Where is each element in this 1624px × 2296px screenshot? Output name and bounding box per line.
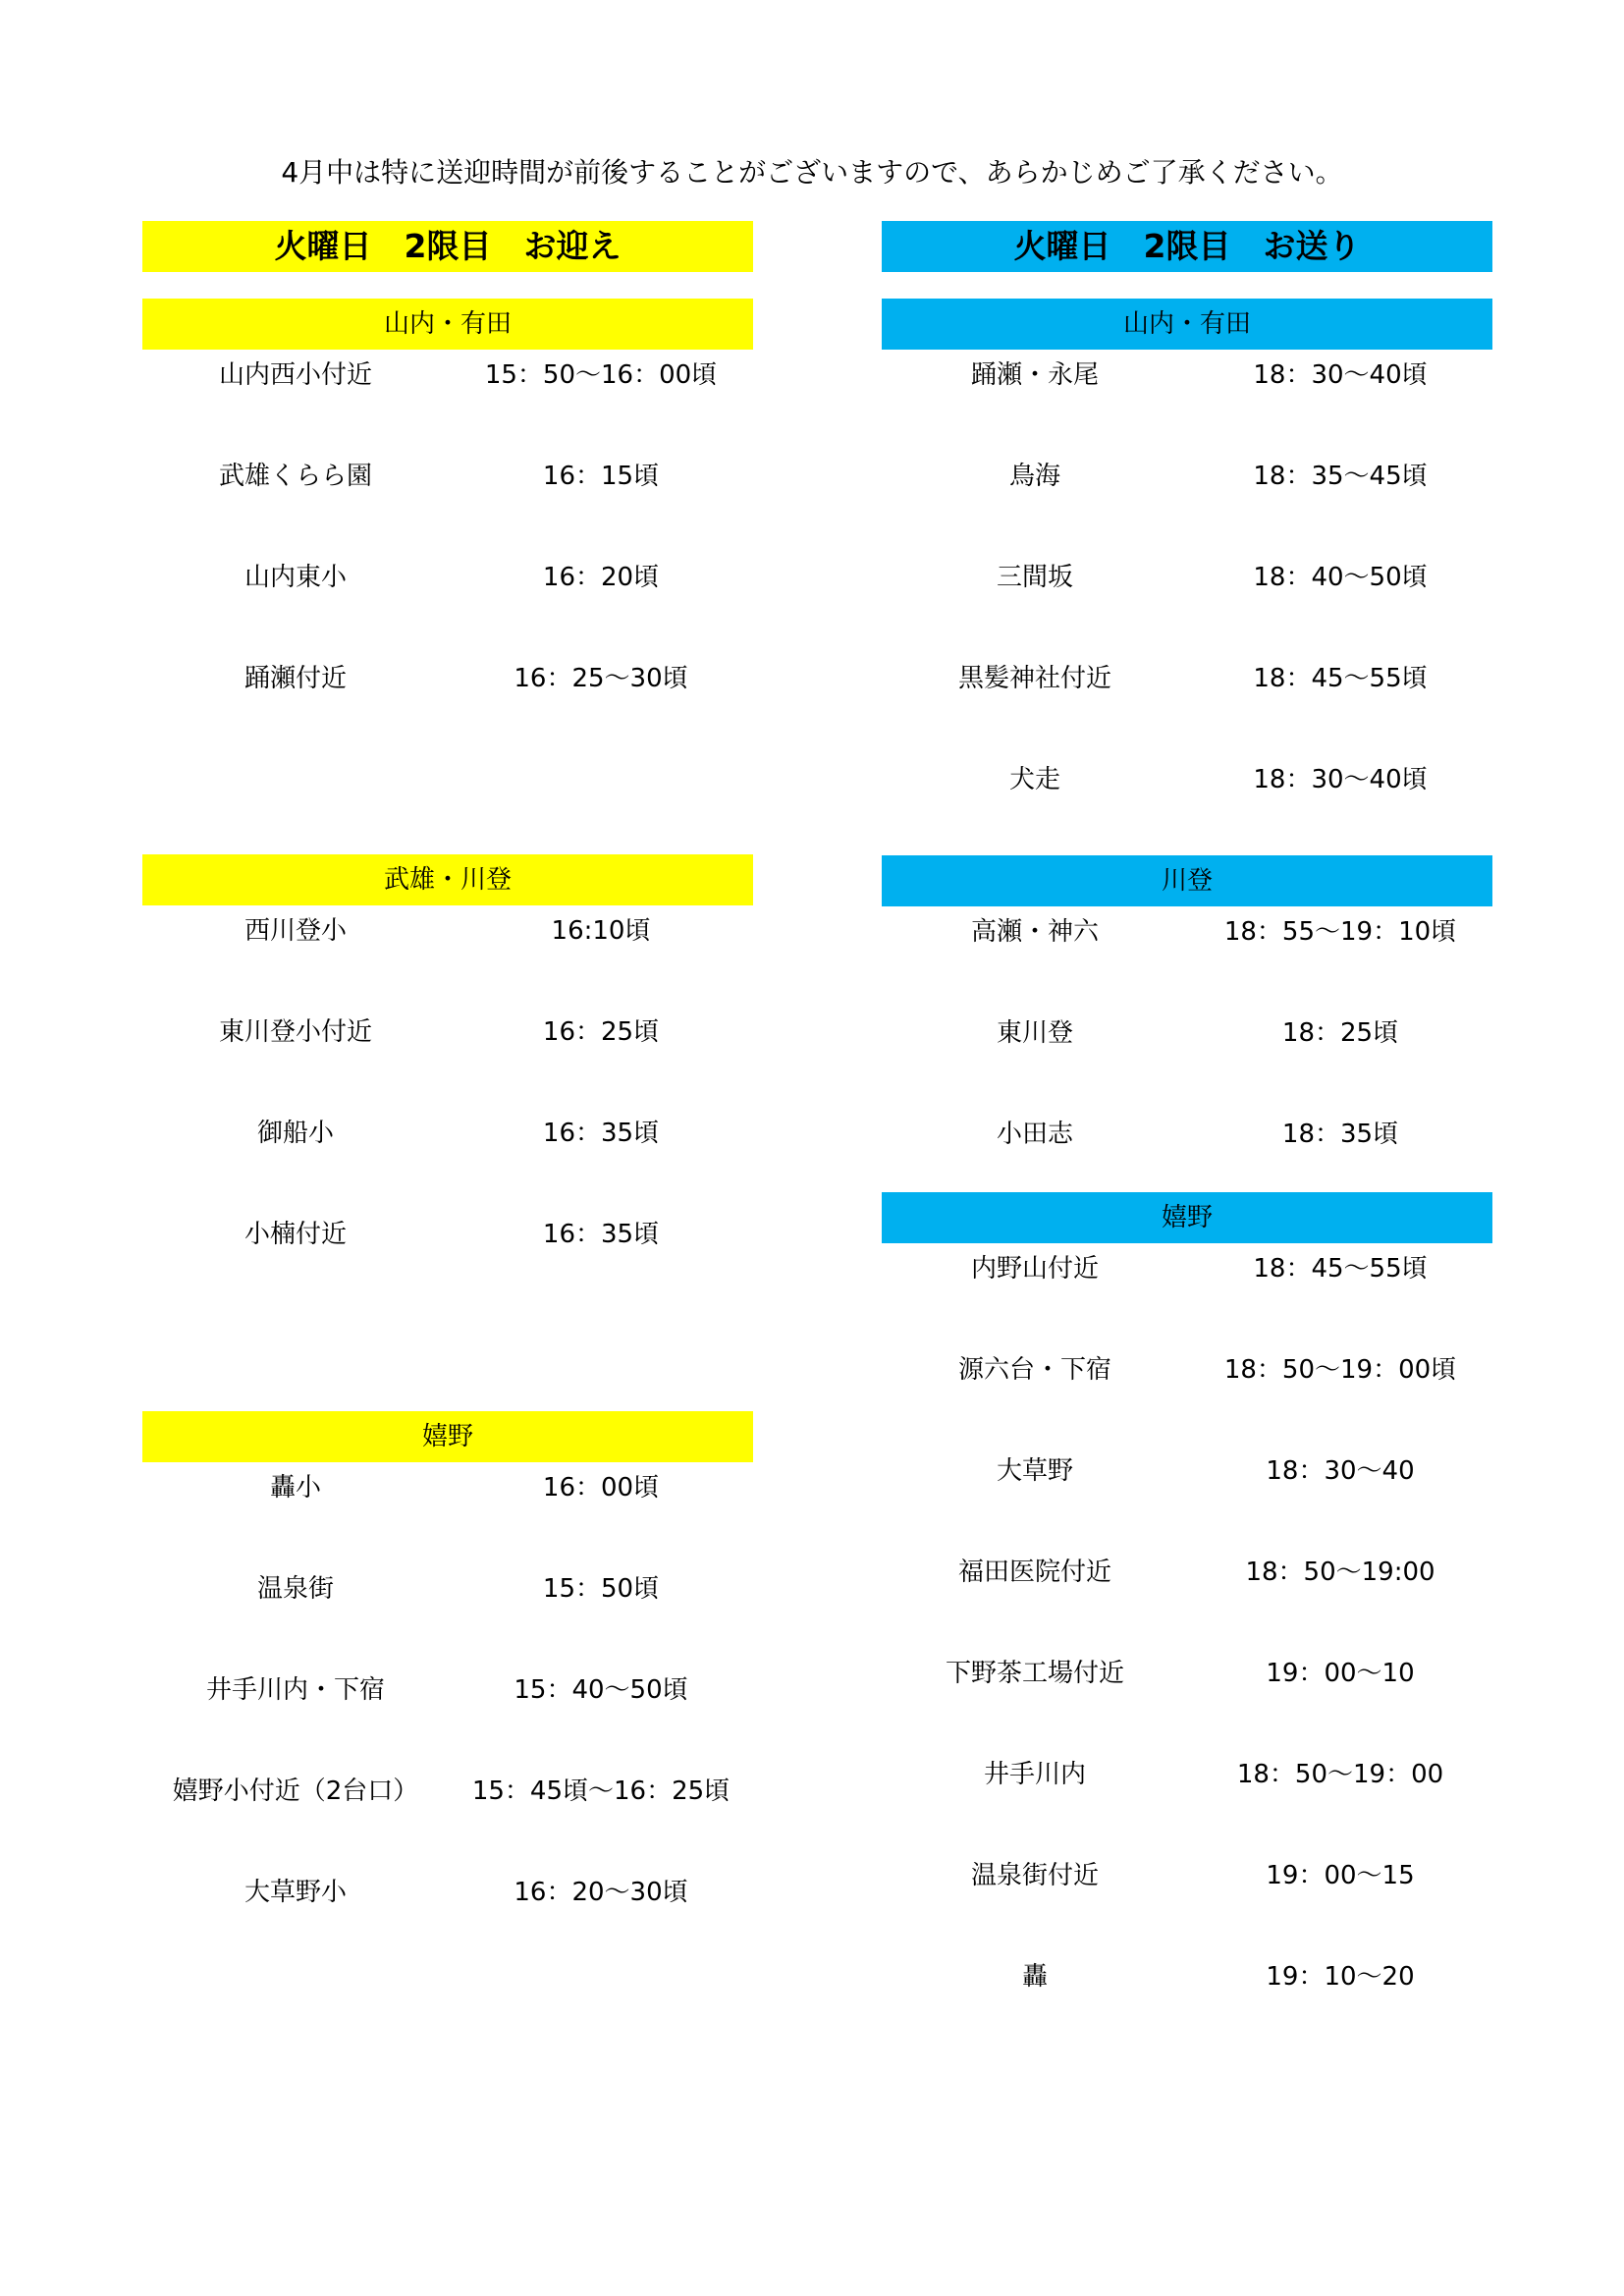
table-row — [882, 350, 1492, 451]
table-row — [142, 552, 753, 653]
place-name: 踊瀬・永尾 — [970, 360, 1099, 390]
place-name: 内野山付近 — [970, 1254, 1099, 1284]
table-row — [882, 1547, 1492, 1648]
place-name: 東川登 — [996, 1018, 1073, 1048]
place-name: 福田医院付近 — [957, 1558, 1111, 1587]
table-row — [882, 1008, 1492, 1109]
time-value: 16：20頃 — [542, 563, 660, 592]
notice-text: 4月中は特に送迎時間が前後することがございますので、あらかじめご了承ください。 — [281, 156, 1343, 189]
table-row — [142, 1462, 753, 1563]
time-value: 18：25頃 — [1281, 1018, 1399, 1048]
place-name: 嬉野小付近（2台口） — [172, 1777, 419, 1806]
table-row — [882, 906, 1492, 1008]
time-value: 18：45～55頃 — [1253, 1254, 1428, 1284]
table-row — [142, 905, 753, 1007]
place-name: 黒髪神社付近 — [957, 664, 1111, 693]
table-row — [142, 1209, 753, 1310]
place-name: 御船小 — [256, 1119, 334, 1148]
place-name: 高瀬・神六 — [970, 917, 1099, 947]
place-name: 鳥海 — [1008, 462, 1060, 491]
time-value: 18：50～19:00 — [1245, 1558, 1435, 1587]
table-row — [882, 653, 1492, 754]
time-value: 18：55～19：10頃 — [1223, 917, 1457, 947]
place-name: 小田志 — [996, 1120, 1073, 1149]
dropoff-section-header: 山内・有田 — [882, 299, 1492, 350]
dropoff-title: 火曜日 2限目 お送り — [882, 221, 1492, 272]
pickup-title: 火曜日 2限目 お迎え — [142, 221, 753, 272]
time-value: 16：25頃 — [542, 1017, 660, 1047]
dropoff-column — [882, 221, 1492, 2052]
time-value: 18：40～50頃 — [1253, 563, 1428, 592]
table-row — [882, 1749, 1492, 1850]
time-value: 18：30～40 — [1266, 1456, 1415, 1486]
time-value: 19：10～20 — [1266, 1962, 1415, 1992]
place-name: 大草野小 — [244, 1878, 347, 1907]
pickup-section-header: 嬉野 — [142, 1411, 753, 1462]
time-value: 18：50～19：00 — [1236, 1760, 1444, 1789]
place-name: 小楠付近 — [244, 1220, 347, 1249]
place-name: 大草野 — [996, 1456, 1073, 1486]
time-value: 16：25～30頃 — [514, 664, 688, 693]
table-row — [142, 451, 753, 552]
time-value: 19：00～10 — [1266, 1659, 1415, 1688]
place-name: 三間坂 — [996, 563, 1073, 592]
time-value: 18：35～45頃 — [1253, 462, 1428, 491]
time-value: 18：45～55頃 — [1253, 664, 1428, 693]
place-name: 武雄くらら園 — [218, 462, 372, 491]
place-name: 山内東小 — [244, 563, 347, 592]
place-name: 轟 — [1021, 1962, 1048, 1992]
place-name: 源六台・下宿 — [957, 1355, 1111, 1385]
time-value: 16：35頃 — [542, 1119, 660, 1148]
time-value: 16:10頃 — [551, 916, 651, 946]
place-name: 井手川内・下宿 — [205, 1675, 385, 1705]
table-row — [882, 1951, 1492, 2052]
table-row — [142, 1766, 753, 1867]
time-value: 19：00～15 — [1266, 1861, 1415, 1890]
table-row — [882, 1648, 1492, 1749]
time-value: 18：35頃 — [1281, 1120, 1399, 1149]
place-name: 温泉街 — [256, 1574, 334, 1604]
place-name: 轟小 — [269, 1473, 321, 1503]
time-value: 18：30～40頃 — [1253, 360, 1428, 390]
place-name: 井手川内 — [983, 1760, 1086, 1789]
time-value: 15：50～16：00頃 — [484, 360, 718, 390]
table-row — [882, 754, 1492, 855]
table-row — [142, 350, 753, 451]
pickup-section-header: 山内・有田 — [142, 299, 753, 350]
pickup-column — [142, 221, 753, 1968]
table-row — [142, 1007, 753, 1108]
time-value: 16：00頃 — [542, 1473, 660, 1503]
table-row — [882, 1243, 1492, 1344]
table-row — [142, 1108, 753, 1209]
place-name: 犬走 — [1008, 765, 1060, 794]
time-value: 15：50頃 — [542, 1574, 660, 1604]
place-name: 山内西小付近 — [218, 360, 372, 390]
table-row — [882, 1446, 1492, 1547]
place-name: 東川登小付近 — [218, 1017, 372, 1047]
table-row — [142, 1665, 753, 1766]
time-value: 15：45頃～16：25頃 — [471, 1777, 731, 1806]
table-row — [142, 1563, 753, 1665]
table-row — [882, 1109, 1492, 1192]
dropoff-section-header: 嬉野 — [882, 1192, 1492, 1243]
place-name: 温泉街付近 — [970, 1861, 1099, 1890]
time-value: 16：15頃 — [542, 462, 660, 491]
time-value: 18：30～40頃 — [1253, 765, 1428, 794]
table-row — [142, 653, 753, 754]
pickup-section-header: 武雄・川登 — [142, 854, 753, 905]
time-value: 15：40～50頃 — [514, 1675, 688, 1705]
time-value: 18：50～19：00頃 — [1223, 1355, 1457, 1385]
table-row — [142, 1867, 753, 1968]
table-row — [882, 451, 1492, 552]
time-value: 16：20～30頃 — [514, 1878, 688, 1907]
place-name: 下野茶工場付近 — [945, 1659, 1124, 1688]
dropoff-section-header: 川登 — [882, 855, 1492, 906]
place-name: 踊瀬付近 — [244, 664, 347, 693]
time-value: 16：35頃 — [542, 1220, 660, 1249]
table-row — [882, 1344, 1492, 1446]
place-name: 西川登小 — [244, 916, 347, 946]
table-row — [882, 1850, 1492, 1951]
table-row — [882, 552, 1492, 653]
